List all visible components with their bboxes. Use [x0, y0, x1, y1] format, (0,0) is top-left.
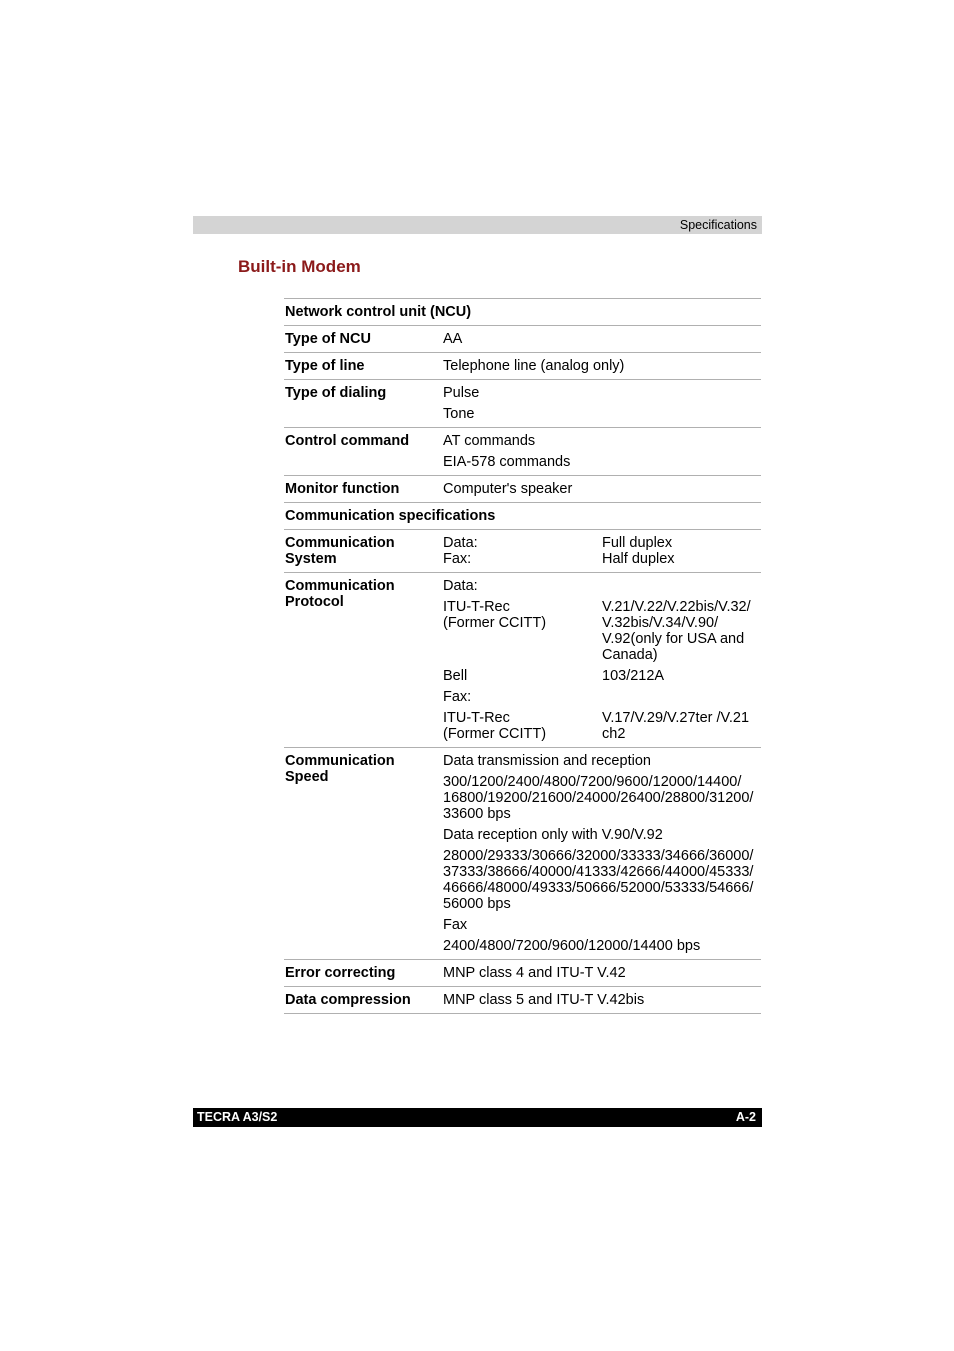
- error-correcting-label: Error correcting: [285, 965, 396, 981]
- protocol-data-heading-value: [602, 578, 761, 594]
- comm-speed-row: [284, 747, 761, 959]
- comm-system-row: [284, 529, 761, 572]
- page-header-bar: [193, 216, 762, 234]
- control-command-eia: EIA-578 commands: [443, 454, 571, 470]
- monitor-function-row: [284, 475, 761, 502]
- protocol-itu-fax: ITU-T-Rec (Former CCITT): [443, 710, 547, 742]
- type-ncu-value: AA: [443, 331, 463, 347]
- comm-heading-row: [284, 502, 761, 529]
- comm-protocol-label-text: Communication Protocol: [285, 578, 395, 610]
- speed-reception-rates: 28000/29333/30666/32000/33333/34666/36000/ 37333/38666/40000/41333/42666/44000/45333/ 46666/48000/49333/50666/52000/53333/54666/ 56000 bps: [443, 848, 754, 912]
- comm-speed-label-text: Communication Speed: [285, 753, 395, 785]
- page-footer-bar: [193, 1108, 762, 1127]
- header-section-label: Specifications: [679, 218, 757, 232]
- speed-data-heading: Data transmission and reception: [443, 753, 651, 769]
- protocol-itu-data-value: V.21/V.22/V.22bis/V.32/ V.32bis/V.34/V.90/ V.92(only for USA and Canada): [602, 599, 751, 663]
- type-ncu-row: [284, 325, 761, 352]
- comm-system-label-text: Communication System: [285, 535, 395, 567]
- section-title: Built-in Modem: [238, 257, 361, 276]
- type-line-row: [284, 352, 761, 379]
- comm-protocol-row: [284, 572, 761, 747]
- speed-fax-heading: Fax: [443, 917, 468, 933]
- type-ncu-label: Type of NCU: [285, 331, 371, 347]
- data-compression-label: Data compression: [285, 992, 411, 1008]
- protocol-fax-heading: Fax:: [443, 689, 472, 705]
- error-correcting-value: MNP class 4 and ITU-T V.42: [443, 965, 626, 981]
- comm-system-modes: Data: Fax:: [443, 535, 478, 567]
- modem-spec-table: [284, 298, 761, 1014]
- ncu-heading-row: [284, 298, 761, 325]
- type-line-value: Telephone line (analog only): [443, 358, 625, 374]
- protocol-bell: Bell: [443, 668, 468, 684]
- comm-protocol-label: [285, 578, 443, 742]
- protocol-data-heading: Data:: [443, 578, 478, 594]
- speed-reception-heading: Data reception only with V.90/V.92: [443, 827, 663, 843]
- monitor-function-value: Computer's speaker: [443, 481, 573, 497]
- comm-system-duplex: Full duplex Half duplex: [602, 535, 675, 567]
- comm-speed-label: [285, 753, 443, 954]
- data-compression-row: [284, 986, 761, 1014]
- monitor-function-label: Monitor function: [285, 481, 400, 497]
- speed-fax-rates: 2400/4800/7200/9600/12000/14400 bps: [443, 938, 701, 954]
- type-dialing-label: Type of dialing: [285, 385, 387, 401]
- comm-heading: Communication specifications: [285, 508, 496, 524]
- type-dialing-row: [284, 379, 761, 427]
- footer-model: TECRA A3/S2: [197, 1110, 278, 1124]
- protocol-fax-heading-value: [602, 689, 761, 705]
- ncu-heading: Network control unit (NCU): [285, 304, 472, 320]
- dialing-pulse: Pulse: [443, 385, 480, 401]
- error-correcting-row: [284, 959, 761, 986]
- protocol-itu-fax-value: V.17/V.29/V.27ter /V.21 ch2: [602, 710, 750, 742]
- type-line-label: Type of line: [285, 358, 365, 374]
- dialing-tone: Tone: [443, 406, 475, 422]
- speed-data-rates: 300/1200/2400/4800/7200/9600/12000/14400/ 16800/19200/21600/24000/26400/28800/31200/ 33600 bps: [443, 774, 754, 822]
- control-command-row: [284, 427, 761, 475]
- protocol-itu-data: ITU-T-Rec (Former CCITT): [443, 599, 547, 631]
- data-compression-value: MNP class 5 and ITU-T V.42bis: [443, 992, 645, 1008]
- footer-page-number: A-2: [735, 1110, 756, 1124]
- protocol-bell-value: 103/212A: [602, 668, 665, 684]
- control-command-at: AT commands: [443, 433, 536, 449]
- control-command-label: Control command: [285, 433, 410, 449]
- comm-system-label: [285, 535, 443, 567]
